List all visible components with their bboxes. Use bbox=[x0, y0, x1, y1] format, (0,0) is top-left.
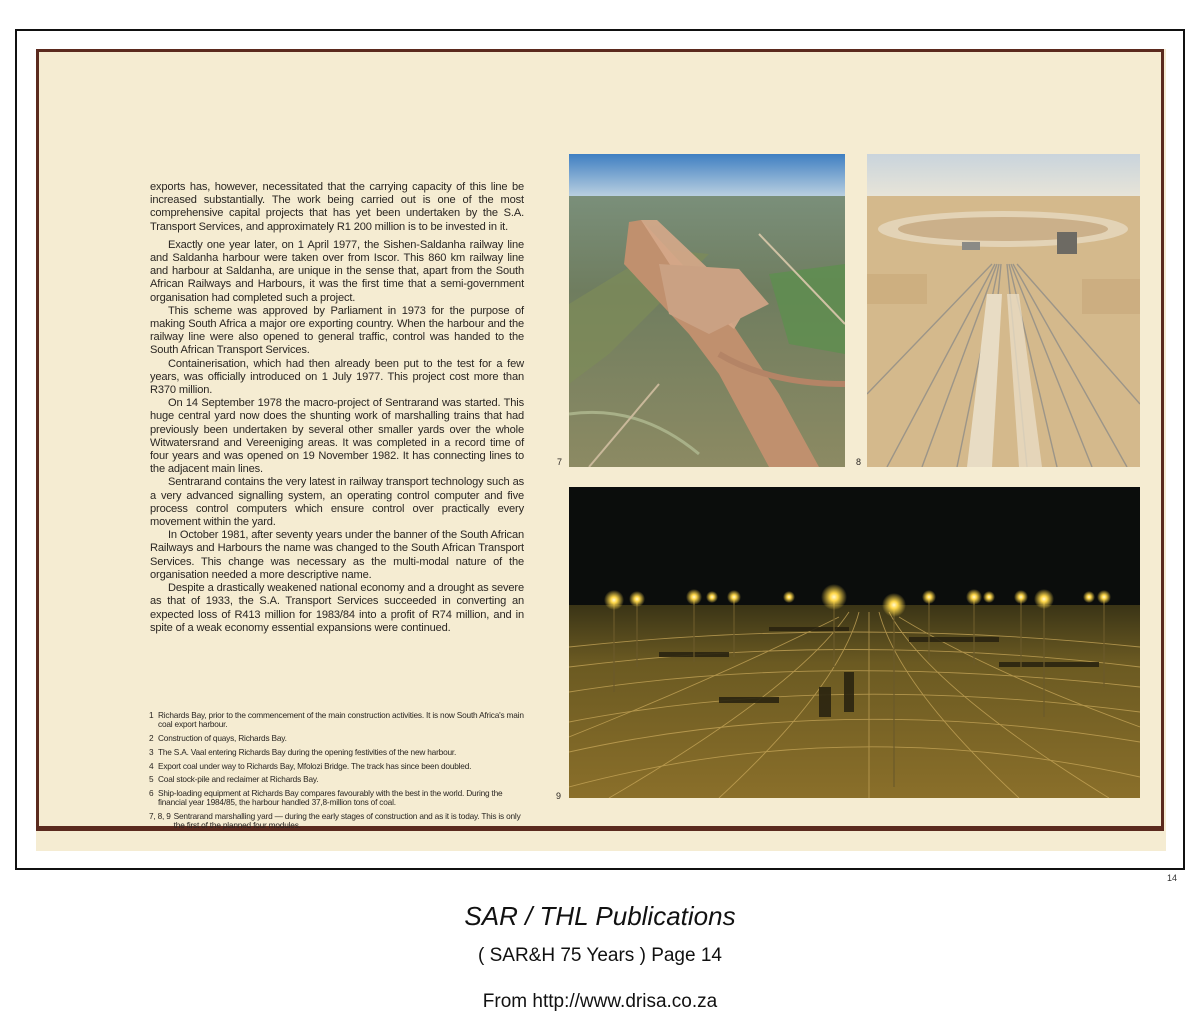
caption-number: 3 bbox=[149, 746, 154, 757]
caption-number: 7, 8, 9 bbox=[149, 811, 171, 822]
caption-number: 2 bbox=[149, 733, 154, 743]
body-paragraph: Despite a drastically weakened national economy and a drought as severe as that of 1933, the S.A. Transport Services succeeded in converting an expected loss of R413 million for 1983/84 into a profit of R74 million, and in spite of a weak economy essential expansions were continued. bbox=[150, 582, 524, 634]
body-paragraph: Containerisation, which had then already been put to the test for a few years, was officially introduced on 1 July 1977. This project cost more than R370 million. bbox=[150, 357, 524, 397]
body-paragraph: In October 1981, after seventy years under the banner of the South African Railways and Harbours the name was changed to the South African Transport Services. This change was necessary as the multi-modal nature of the organisation needed a more descriptive name. bbox=[150, 529, 524, 581]
caption-item bbox=[149, 775, 529, 784]
photo-aerial-construction bbox=[569, 154, 845, 467]
caption-item bbox=[149, 812, 529, 830]
caption-text: The S.A. Vaal entering Richards Bay during the opening festivities of the new harbour. bbox=[158, 746, 457, 757]
body-paragraph: Exactly one year later, on 1 April 1977, the Sishen-Saldanha railway line and Saldanha harbour were taken over from Iscor. This 860 km railway line and harbour at Saldanha, are unique in the sense that, apart from the South African Railways and Harbours, it was the first time that a semi-government organisation had completed such a project. bbox=[150, 238, 524, 304]
caption-text: Export coal under way to Richards Bay, Mfolozi Bridge. The track has since been doubled. bbox=[158, 760, 472, 771]
caption-item bbox=[149, 748, 529, 757]
caption-number: 1 bbox=[149, 710, 154, 720]
page-number: 14 bbox=[1167, 873, 1178, 883]
scan-frame bbox=[15, 29, 1185, 883]
caption-item bbox=[149, 711, 529, 729]
caption-text: Richards Bay, prior to the commencement of the main construction activities. It is now South Africa's main coal export harbour. bbox=[158, 710, 524, 730]
caption-item bbox=[149, 762, 529, 771]
book-page bbox=[36, 49, 1178, 883]
photo-label: 8 bbox=[856, 457, 862, 467]
body-paragraph: exports has, however, necessitated that the carrying capacity of this line be increased substantially. The work being carried out is one of the most comprehensive capital projects that has yet been undertaken by the S.A. Transport Services, and approximately R1 200 million is to be invested in it. bbox=[150, 181, 524, 233]
source-line: From http://www.drisa.co.za bbox=[482, 991, 718, 1012]
publication-subtitle: ( SAR&H 75 Years ) Page 14 bbox=[478, 945, 722, 966]
photo-captions bbox=[149, 711, 529, 835]
caption-item bbox=[149, 734, 529, 743]
photo-aerial-yard bbox=[867, 154, 1140, 467]
caption-text: Ship-loading equipment at Richards Bay compares favourably with the best in the world. During the financial year 1984/85, the harbour handled 37,8-million tons of coal. bbox=[158, 788, 503, 808]
photo-label: 9 bbox=[556, 791, 562, 801]
photo-label: 7 bbox=[557, 457, 563, 467]
caption-number: 4 bbox=[149, 760, 154, 771]
photo-night-yard bbox=[569, 487, 1140, 798]
caption-text: Construction of quays, Richards Bay. bbox=[158, 733, 287, 743]
caption-item bbox=[149, 789, 529, 807]
caption-number: 5 bbox=[149, 774, 154, 785]
body-paragraph: On 14 September 1978 the macro-project of Sentrarand was started. This huge central yard now does the shunting work of marshalling trains that had previously been undertaken by several other smaller yards over the whole Witwatersrand and Vereeniging areas. It was completed in a record time of four years and was opened on 19 November 1982. It has connecting lines to the adjacent main lines. bbox=[150, 397, 524, 476]
publication-title: SAR / THL Publications bbox=[464, 901, 736, 931]
caption-number: 6 bbox=[149, 788, 154, 799]
caption-text: Sentrarand marshalling yard — during the early stages of construction and as it is today. This is only the first of the planned four modules. bbox=[173, 811, 521, 831]
body-paragraph: This scheme was approved by Parliament in 1973 for the purpose of making South Africa a major ore exporting country. When the harbour and the railway line were also opened to general traffic, control was handed to the South African Transport Services. bbox=[150, 304, 524, 357]
caption-text: Coal stock-pile and reclaimer at Richards Bay. bbox=[158, 774, 319, 785]
body-text-column bbox=[150, 181, 524, 635]
body-paragraph: Sentrarand contains the very latest in railway transport technology such as a very advanced signalling system, an operating control computer and five process control computers which ensure control over practically every movement within the yard. bbox=[150, 476, 524, 529]
